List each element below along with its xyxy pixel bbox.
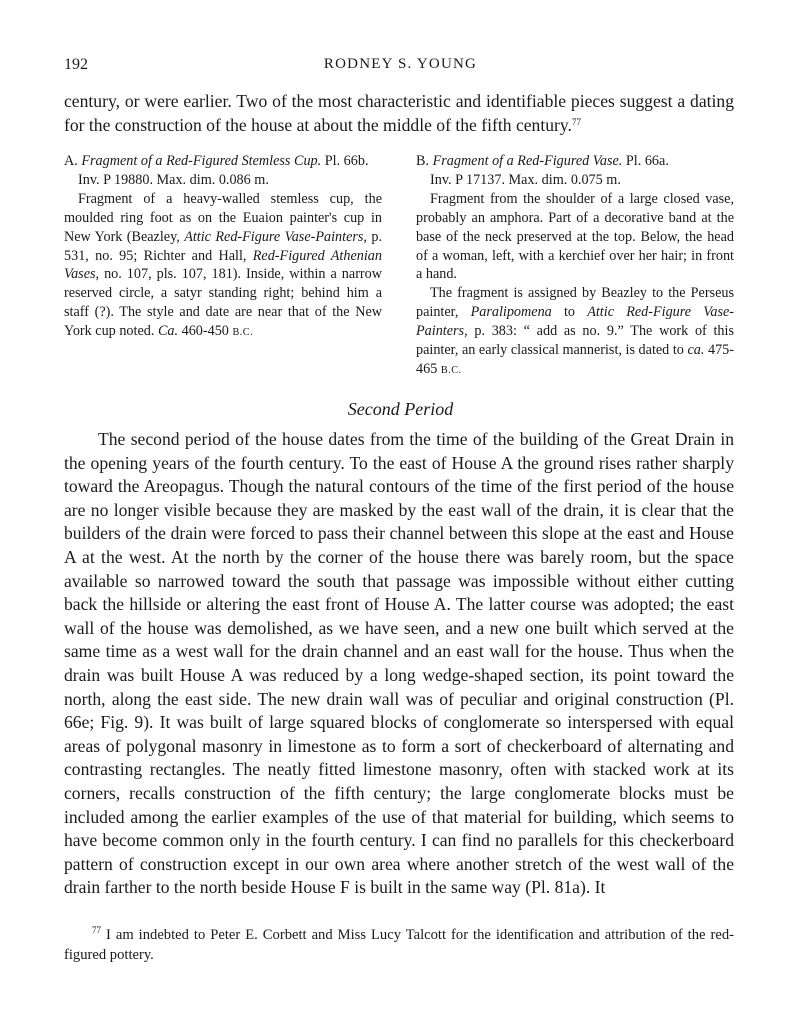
catalog-a-heading: [64, 152, 382, 171]
catalog-a-ref-2: Red-Figured Athenian Vases: [64, 247, 382, 283]
catalog-a-date: 460-450: [178, 323, 233, 340]
catalog-a-inventory: Inv. P 19880. Max. dim. 0.086 m.: [78, 171, 269, 188]
footnote-text: I am indebted to Peter E. Corbett and Miss Lucy Talcott for the identification and attribution of the red-figured pottery.: [64, 927, 734, 963]
catalog-entry-b: [416, 152, 734, 381]
catalog-b-ref-2: Attic Red-Figure Vase-Painters: [416, 304, 734, 340]
footnote-ref[interactable]: 77: [571, 116, 581, 127]
catalog-a-desc-3: , no. 107, pls. 107, 181). Inside, within a narrow reserved circle, a satyr standing right; behind him a staff (?). The style and date are near that of the New York cup noted.: [64, 266, 382, 340]
intro-text: century, or were earlier. Two of the most characteristic and identifiable pieces suggest a dating for the construction of the house at about the middle of the fifth century.: [64, 91, 734, 135]
catalog-b-attr-3: , p. 383: “ add as no. 9.” The work of this painter, an early classical mannerist, is dated to: [416, 323, 734, 359]
catalog-b-ref-1: Paralipomena: [470, 304, 552, 321]
catalog-a-desc-2: , p. 531, no. 95; Richter and Hall,: [64, 228, 382, 264]
catalog-b-attr-2: to: [551, 304, 588, 321]
catalog-a-description: [64, 190, 382, 343]
footnote: [64, 926, 734, 965]
section-paragraph: The second period of the house dates from the time of the building of the Great Drain in the opening years of the fourth century. To the east of House A the ground rises rather sharply toward the Areopagus. Though the natural contours of the time of the first period of the house are no longer visible because they are masked by the east wall of the drain, it is clear that the builders of the drain were forced to pass their channel between this slope at the east and House A at the west. At the north by the corner of the house there was barely room, but the space available so narrowed toward the south that passage was impossible without either cutting back the hillside or altering the east front of House A. The latter course was adopted; the east wall of the house was demolished, as we have seen, and a new one built which served at the same time as a west wall for the drain channel and an east wall for the house. Thus when the drain was built House A was reduced by a long wedge-shaped section, its point toward the north, along the east side. The new drain wall was of peculiar and original construction (Pl. 66e; Fig. 9). It was built of large squared blocks of conglomerate so interspersed with equal areas of polygonal masonry in limestone as to form a sort of checkerboard of alternating and contrasting rectangles. The neatly fitted limestone masonry, often with stacked work at its corners, recalls construction of the fifth century; the large conglomerate blocks must be included among the earlier examples of the use of that material for building, which seems to have become common only in the fourth century. I can find no parallels for this checkerboard pattern of construction except in our own area where another stretch of the west wall of the drain farther to the north beside House F is built in the same way (Pl. 81a). It: [64, 429, 734, 898]
catalog-b-attribution: [416, 284, 734, 381]
catalog-b-date: 475-465: [416, 342, 734, 377]
catalog-a-era: B.C.: [232, 327, 254, 339]
catalog-b-title: Fragment of a Red-Figured Vase.: [432, 153, 623, 169]
footnote-number: 77: [92, 925, 101, 935]
catalog-b-attr-1: The fragment is assigned by Beazley to the Perseus painter,: [416, 285, 734, 321]
catalog-a-circa: Ca.: [157, 323, 179, 340]
catalog-a-desc-1: Fragment of a heavy-walled stemless cup, the moulded ring foot as on the Euaion painter's cup in New York (Beazley,: [64, 190, 382, 245]
page-number: 192: [64, 56, 88, 73]
catalog-b-inventory: Inv. P 17137. Max. dim. 0.075 m.: [430, 171, 621, 188]
catalog-b-heading: [416, 152, 734, 171]
catalog-b-label: B.: [416, 153, 430, 169]
catalog-a-ref-1: Attic Red-Figure Vase-Painters: [184, 228, 364, 245]
catalog-entry-a: [64, 152, 382, 343]
catalog-a-label: A.: [64, 153, 78, 169]
running-title: RODNEY S. YOUNG: [323, 56, 478, 72]
intro-paragraph: [64, 90, 734, 137]
catalog-b-plate: Pl. 66a.: [625, 153, 669, 169]
catalog-a-title: Fragment of a Red-Figured Stemless Cup.: [81, 153, 322, 169]
catalog-b-era: B.C.: [440, 364, 462, 376]
section-body: [64, 428, 734, 900]
section-heading: Second Period: [347, 399, 454, 419]
catalog-b-description: Fragment from the shoulder of a large closed vase, probably an amphora. Part of a decorative band at the base of the neck preserved at the top. Below, the head of a woman, left, with a kerchief over her hair; in front a hand.: [416, 190, 734, 283]
catalog-b-circa: ca.: [687, 342, 705, 359]
catalog-a-plate: Pl. 66b.: [324, 153, 369, 169]
